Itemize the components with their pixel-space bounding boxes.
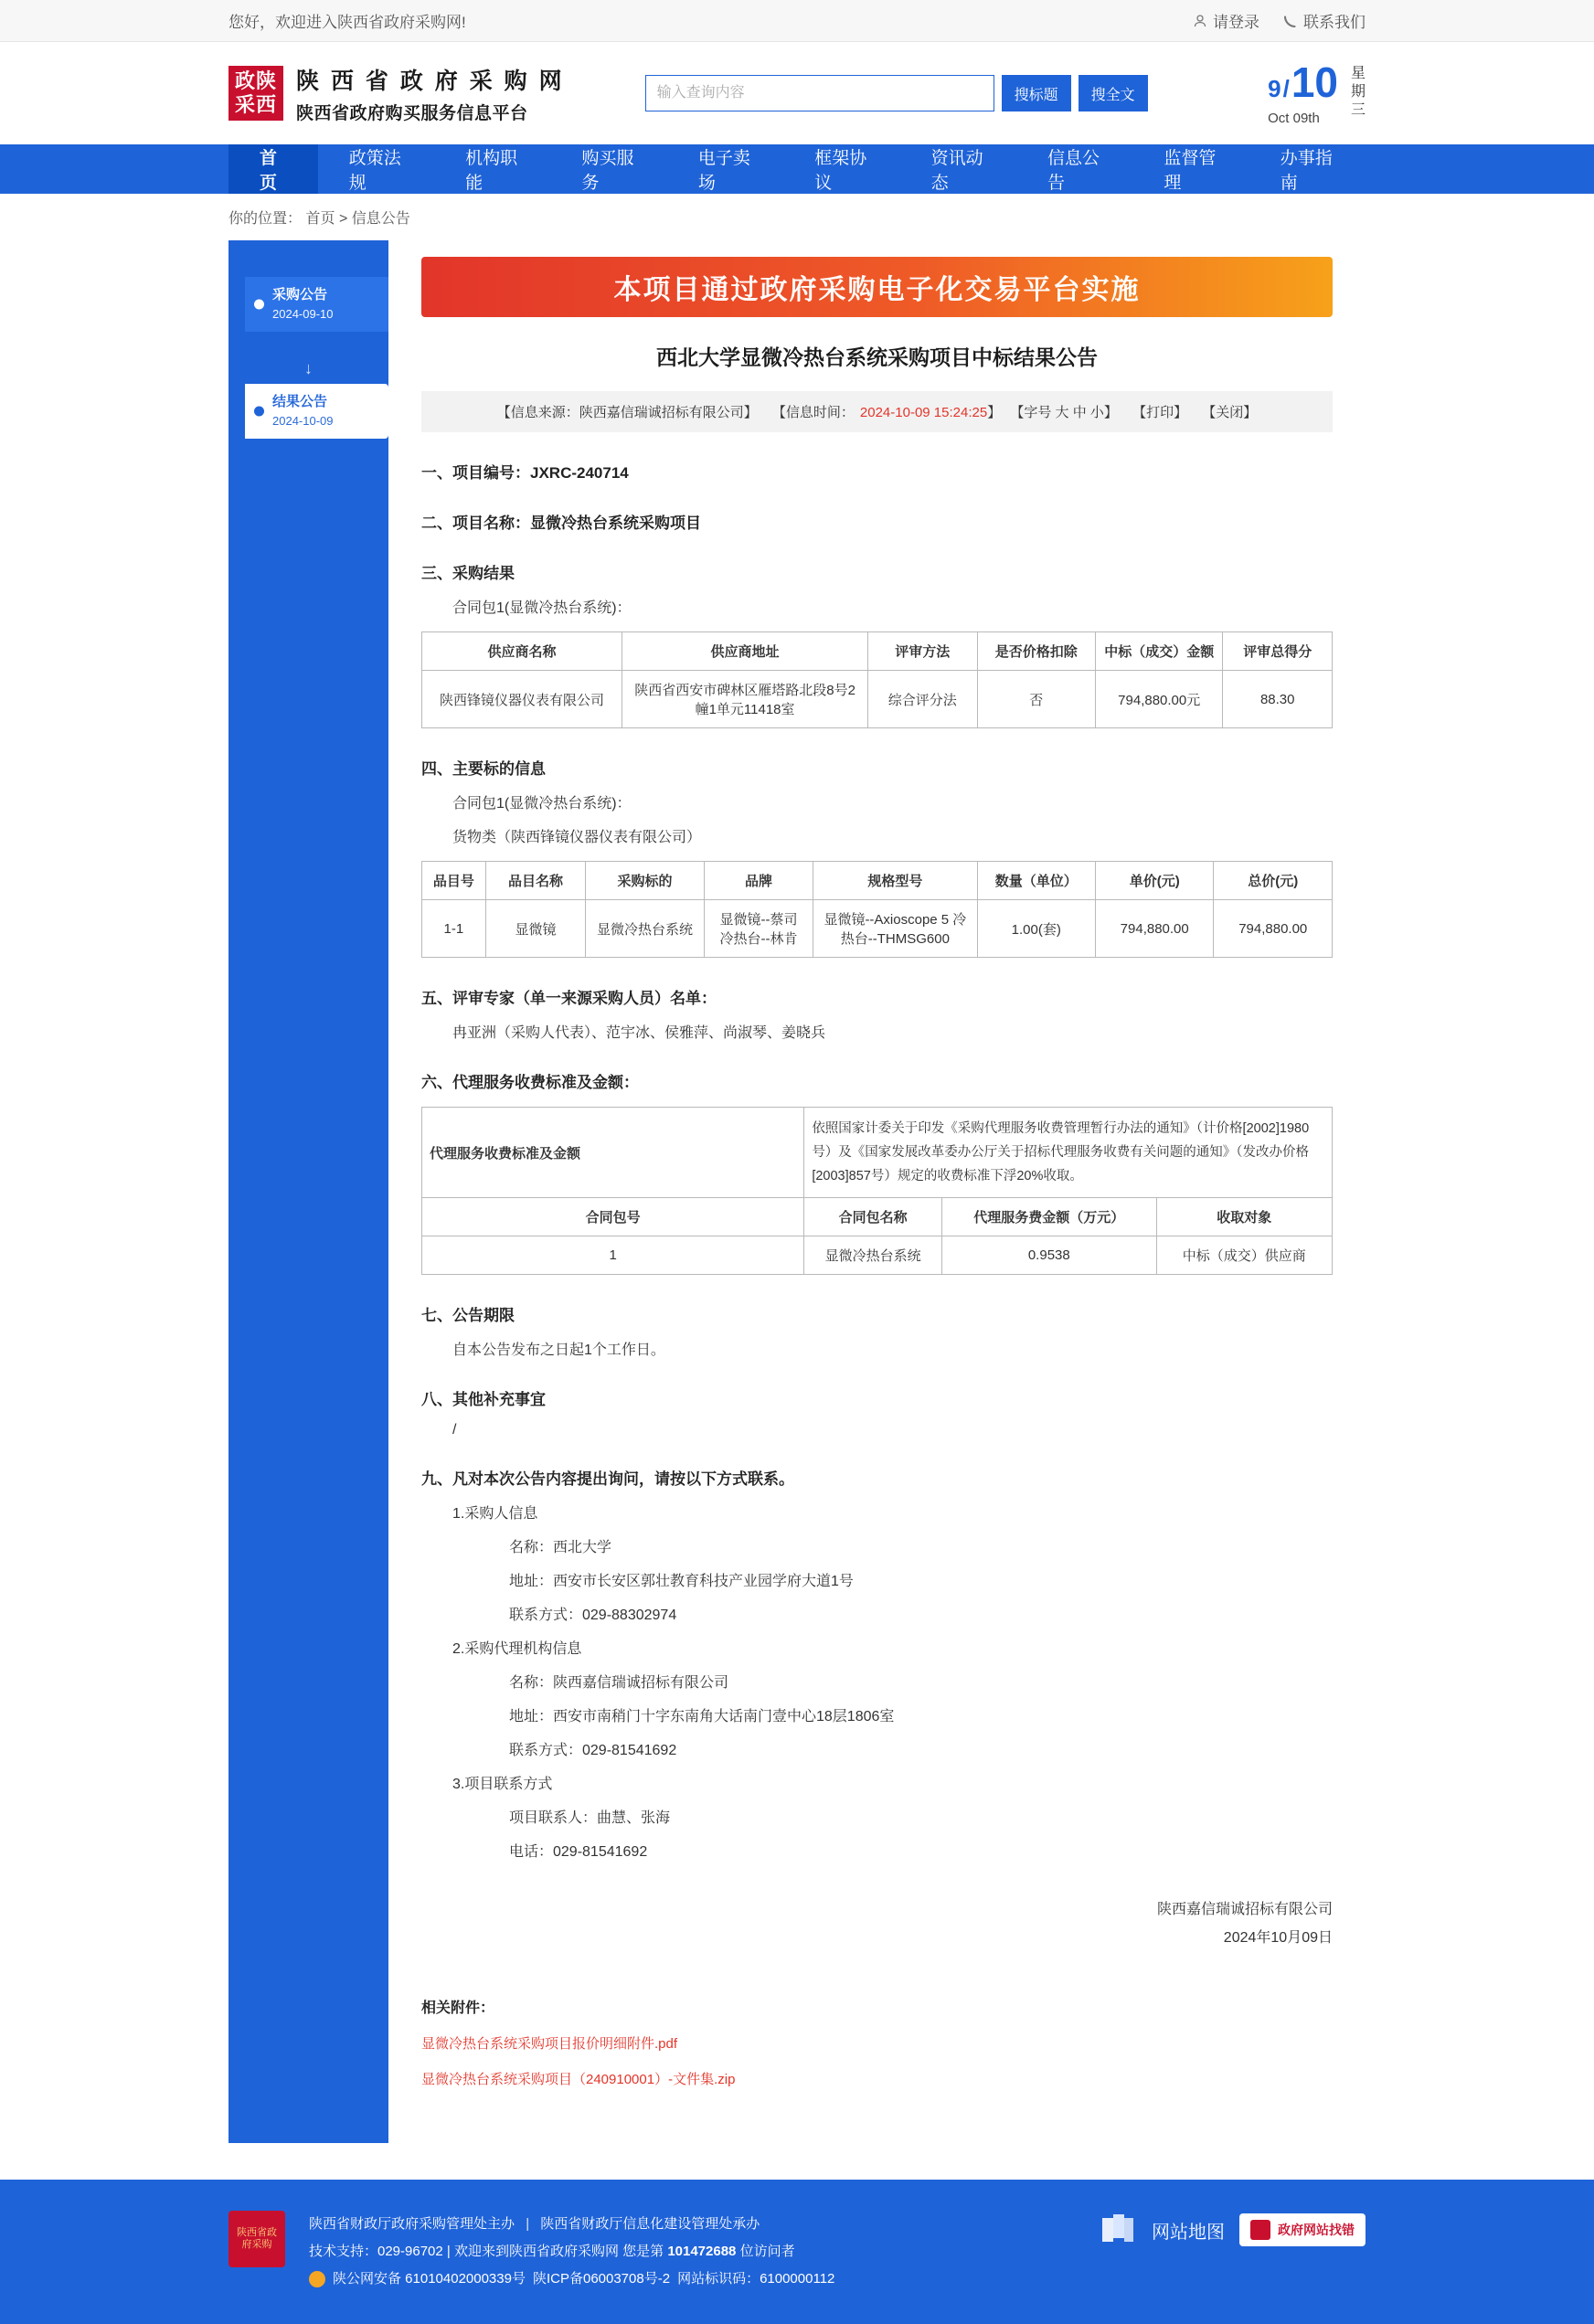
table-cell: 显微镜 xyxy=(485,900,586,958)
footer-support: 技术支持：029-96702 | 欢迎来到陕西省政府采购网 您是第 xyxy=(309,2244,664,2259)
section-4-heading: 四、主要标的信息 xyxy=(421,760,546,778)
nav-item-0[interactable]: 首页 xyxy=(228,144,318,194)
search-fulltext-button[interactable]: 搜全文 xyxy=(1079,75,1148,111)
welcome-text: 您好，欢迎进入陕西省政府采购网! xyxy=(228,14,466,31)
search-input[interactable] xyxy=(645,75,994,111)
table-header-cell: 供应商地址 xyxy=(622,632,868,671)
contact-label: 联系我们 xyxy=(1303,14,1366,31)
date-slash: / xyxy=(1282,74,1290,102)
contact-agency-title: 2.采购代理机构信息 xyxy=(452,1641,582,1657)
nav-item-7[interactable]: 信息公告 xyxy=(1047,149,1100,193)
attachments-list xyxy=(421,2033,1333,2088)
gov-error-report-badge[interactable] xyxy=(1239,2213,1366,2246)
meta-print[interactable]: 【打印】 xyxy=(1132,405,1188,420)
table-cell: 综合评分法 xyxy=(868,671,978,728)
fee-standard-label: 代理服务收费标准及金额 xyxy=(422,1108,804,1198)
table-cell: 794,880.00 xyxy=(1214,900,1333,958)
site-header xyxy=(0,42,1594,144)
contact-purchaser-phone: 联系方式：029-88302974 xyxy=(509,1608,677,1623)
footer-sep: | xyxy=(526,2216,530,2232)
contact-project-phone: 电话：029-81541692 xyxy=(509,1844,648,1860)
section-8-heading: 八、其他补充事宜 xyxy=(421,1391,546,1408)
search-title-button[interactable]: 搜标题 xyxy=(1002,75,1071,111)
timeline-dot-active-icon xyxy=(254,407,264,417)
breadcrumb-prefix: 你的位置： xyxy=(228,211,303,227)
table-header-cell: 采购标的 xyxy=(586,862,704,900)
contact-purchaser-title: 1.采购人信息 xyxy=(452,1506,538,1522)
meta-time-value: 2024-10-09 15:24:25 xyxy=(859,405,988,420)
contact-purchaser-address: 地址：西安市长安区郭壮教育科技产业园学府大道1号 xyxy=(509,1574,854,1589)
table-cell: 1 xyxy=(422,1236,804,1275)
attachment-link-0[interactable]: 显微冷热台系统采购项目报价明细附件.pdf xyxy=(421,2036,678,2052)
table-cell: 794,880.00元 xyxy=(1096,671,1223,728)
section-8-text: / xyxy=(452,1422,457,1438)
logo-title-sub: 陕西省政府购买服务信息平台 xyxy=(296,103,528,123)
signature-company: 陕西嘉信瑞诚招标有限公司 xyxy=(1156,1902,1333,1917)
sidebar-item-notice[interactable] xyxy=(228,277,388,332)
item-table xyxy=(421,861,1333,958)
user-icon xyxy=(1193,14,1207,28)
nav-item-5[interactable]: 框架协议 xyxy=(814,149,867,193)
timeline-dot-icon xyxy=(254,300,264,310)
gov-emblem-icon: 陕西省政府采购 xyxy=(228,2211,285,2267)
result-table xyxy=(421,631,1333,728)
content-area xyxy=(0,240,1594,2143)
table-cell: 1-1 xyxy=(422,900,486,958)
nav-item-9[interactable]: 办事指南 xyxy=(1280,149,1333,193)
section-3-heading: 三、采购结果 xyxy=(421,565,515,582)
table-cell: 陕西锋镜仪器仪表有限公司 xyxy=(422,671,622,728)
meta-source: 【信息来源：陕西嘉信瑞诚招标有限公司】 xyxy=(496,405,758,420)
table-cell: 否 xyxy=(977,671,1095,728)
table-header-cell: 品牌 xyxy=(704,862,813,900)
sidebar-notice-title: 采购公告 xyxy=(272,287,328,302)
date-day: 10 xyxy=(1291,58,1338,106)
login-link[interactable] xyxy=(1193,9,1259,32)
document-main xyxy=(388,240,1366,2143)
sitemap-icon xyxy=(1099,2211,1137,2249)
timeline-arrow-icon: ↓ xyxy=(304,359,313,377)
contact-purchaser-name: 名称：西北大学 xyxy=(509,1540,612,1555)
table-header-cell: 供应商名称 xyxy=(422,632,622,671)
date-english: Oct 09th xyxy=(1268,110,1320,126)
section-6-heading: 六、代理服务收费标准及金额： xyxy=(421,1074,639,1091)
footer-org-a: 陕西省财政厅政府采购管理处主办 xyxy=(309,2216,515,2232)
table-header-cell: 品目名称 xyxy=(485,862,586,900)
site-footer xyxy=(0,2180,1594,2324)
breadcrumb-home[interactable]: 首页 xyxy=(305,211,335,227)
phone-icon xyxy=(1283,14,1298,28)
table-header-cell: 数量（单位） xyxy=(977,862,1095,900)
footer-visit-count: 101472688 xyxy=(667,2244,737,2259)
footer-site-code: 网站标识码：6100000112 xyxy=(677,2271,835,2287)
date-widget xyxy=(1268,58,1366,126)
top-bar xyxy=(0,0,1594,42)
table-row xyxy=(422,1236,1333,1275)
table-cell: 显微镜--Axioscope 5 冷热台--THMSG600 xyxy=(813,900,977,958)
search-area xyxy=(645,75,1148,111)
table-cell: 显微镜--蔡司 冷热台--林肯 xyxy=(704,900,813,958)
table-header-cell: 评审总得分 xyxy=(1223,632,1333,671)
site-logo[interactable] xyxy=(228,63,565,124)
table-cell: 陕西省西安市碑林区雁塔路北段8号2幢1单元11418室 xyxy=(622,671,868,728)
section-7-heading: 七、公告期限 xyxy=(421,1307,515,1324)
contact-link[interactable] xyxy=(1283,9,1366,32)
login-label: 请登录 xyxy=(1213,14,1259,31)
doc-meta-bar xyxy=(421,391,1333,432)
nav-item-2[interactable]: 机构职能 xyxy=(465,149,518,193)
table-cell: 1.00(套) xyxy=(977,900,1095,958)
section-5-experts: 冉亚洲（采购人代表）、范宇冰、侯雅萍、尚淑琴、姜晓兵 xyxy=(452,1025,826,1041)
contact-agency-name: 名称：陕西嘉信瑞诚招标有限公司 xyxy=(509,1675,729,1691)
logo-mark: 政陕 采西 xyxy=(228,66,283,121)
breadcrumb xyxy=(0,194,1594,240)
signature-date: 2024年10月09日 xyxy=(1223,1930,1333,1946)
table-header-cell: 规格型号 xyxy=(813,862,977,900)
table-header-cell: 单价(元) xyxy=(1095,862,1213,900)
section-9-heading: 九、凡对本次公告内容提出询问，请按以下方式联系。 xyxy=(421,1470,794,1488)
gov-badge-icon xyxy=(1250,2220,1270,2240)
sidebar-chip-result[interactable] xyxy=(245,384,388,439)
sidebar-result-title: 结果公告 xyxy=(272,394,328,409)
sidebar-chip-notice[interactable] xyxy=(245,277,388,332)
footer-icp[interactable]: 陕ICP备06003708号-2 xyxy=(532,2271,671,2287)
table-header-cell: 代理服务费金额（万元） xyxy=(941,1198,1156,1236)
table-header-cell: 合同包号 xyxy=(422,1198,804,1236)
breadcrumb-current[interactable]: 信息公告 xyxy=(351,211,410,227)
table-cell: 0.9538 xyxy=(941,1236,1156,1275)
footer-police-record[interactable]: 陕公网安备 61010402000339号 xyxy=(333,2271,526,2287)
section-3-package: 合同包1(显微冷热台系统)： xyxy=(452,600,632,616)
weekday-label: 星 期 三 xyxy=(1350,65,1366,118)
meta-time-end: 】 xyxy=(987,405,1002,420)
section-1-heading: 一、项目编号：JXRC-240714 xyxy=(421,464,629,482)
sitemap-label[interactable]: 网站地图 xyxy=(1152,2222,1225,2243)
meta-close[interactable]: 【关闭】 xyxy=(1202,405,1258,420)
table-header-cell: 品目号 xyxy=(422,862,486,900)
table-header-cell: 是否价格扣除 xyxy=(977,632,1095,671)
platform-banner: 本项目通过政府采购电子化交易平台实施 xyxy=(421,257,1333,317)
table-cell: 显微冷热台系统 xyxy=(586,900,704,958)
sidebar-item-result[interactable] xyxy=(228,384,388,439)
date-month: 9 xyxy=(1268,74,1281,102)
meta-fontsize[interactable]: 【字号 大 中 小】 xyxy=(1010,405,1118,420)
table-cell: 显微冷热台系统 xyxy=(804,1236,942,1275)
nav-item-4[interactable]: 电子卖场 xyxy=(697,149,750,193)
signature-block xyxy=(421,1897,1333,1947)
table-header-cell: 中标（成交）金额 xyxy=(1096,632,1223,671)
table-cell: 88.30 xyxy=(1223,671,1333,728)
section-4-package: 合同包1(显微冷热台系统)： xyxy=(452,796,632,812)
nav-item-6[interactable]: 资讯动态 xyxy=(930,149,983,193)
sidebar-timeline xyxy=(228,240,388,2143)
section-4-kind: 货物类（陕西锋镜仪器仪表有限公司） xyxy=(452,830,702,845)
nav-item-1[interactable]: 政策法规 xyxy=(348,149,401,193)
logo-title-main: 陕 西 省 政 府 采 购 网 xyxy=(296,68,565,94)
table-cell: 794,880.00 xyxy=(1095,900,1213,958)
contact-project-person: 项目联系人：曲慧、张海 xyxy=(509,1810,671,1826)
footer-org-b: 陕西省财政厅信息化建设管理处承办 xyxy=(540,2216,760,2232)
table-header-cell: 收取对象 xyxy=(1156,1198,1332,1236)
footer-visit-suffix: 位访问者 xyxy=(739,2244,795,2259)
contact-project-title: 3.项目联系方式 xyxy=(452,1777,553,1792)
table-header-cell: 总价(元) xyxy=(1214,862,1333,900)
section-2-heading: 二、项目名称：显微冷热台系统采购项目 xyxy=(421,515,701,532)
sidebar-result-date: 2024-10-09 xyxy=(272,414,334,428)
attachment-link-1[interactable]: 显微冷热台系统采购项目（240910001）-文件集.zip xyxy=(421,2072,736,2087)
gov-badge-label: 政府网站找错 xyxy=(1278,2223,1355,2237)
section-7-text: 自本公告发布之日起1个工作日。 xyxy=(452,1342,665,1358)
attachments-title: 相关附件： xyxy=(421,2000,495,2016)
breadcrumb-sep: > xyxy=(338,211,348,227)
nav-item-3[interactable]: 购买服务 xyxy=(581,149,634,193)
meta-time-label: 【信息时间： xyxy=(771,405,855,420)
page-title: 西北大学显微冷热台系统采购项目中标结果公告 xyxy=(656,345,1098,369)
fee-standard-text: 依照国家计委关于印发《采购代理服务收费管理暂行办法的通知》（计价格[2002]1980号）及《国家发展改革委办公厅关于招标代理服务收费有关问题的通知》（发改办价格[2003]857号）规定的收费标准下浮20%收取。 xyxy=(804,1108,1333,1198)
main-nav xyxy=(0,144,1594,194)
table-header-cell: 评审方法 xyxy=(868,632,978,671)
table-cell: 中标（成交）供应商 xyxy=(1156,1236,1332,1275)
table-row xyxy=(422,900,1333,958)
section-5-heading: 五、评审专家（单一来源采购人员）名单： xyxy=(421,990,717,1007)
sidebar-notice-date: 2024-09-10 xyxy=(272,307,334,321)
nav-item-8[interactable]: 监督管理 xyxy=(1164,149,1217,193)
police-badge-icon xyxy=(309,2271,325,2287)
fee-table xyxy=(421,1107,1333,1275)
table-header-cell: 合同包名称 xyxy=(804,1198,942,1236)
contact-agency-phone: 联系方式：029-81541692 xyxy=(509,1743,677,1758)
table-row xyxy=(422,671,1333,728)
contact-agency-address: 地址：西安市南稍门十字东南角大话南门壹中心18层1806室 xyxy=(509,1709,895,1724)
